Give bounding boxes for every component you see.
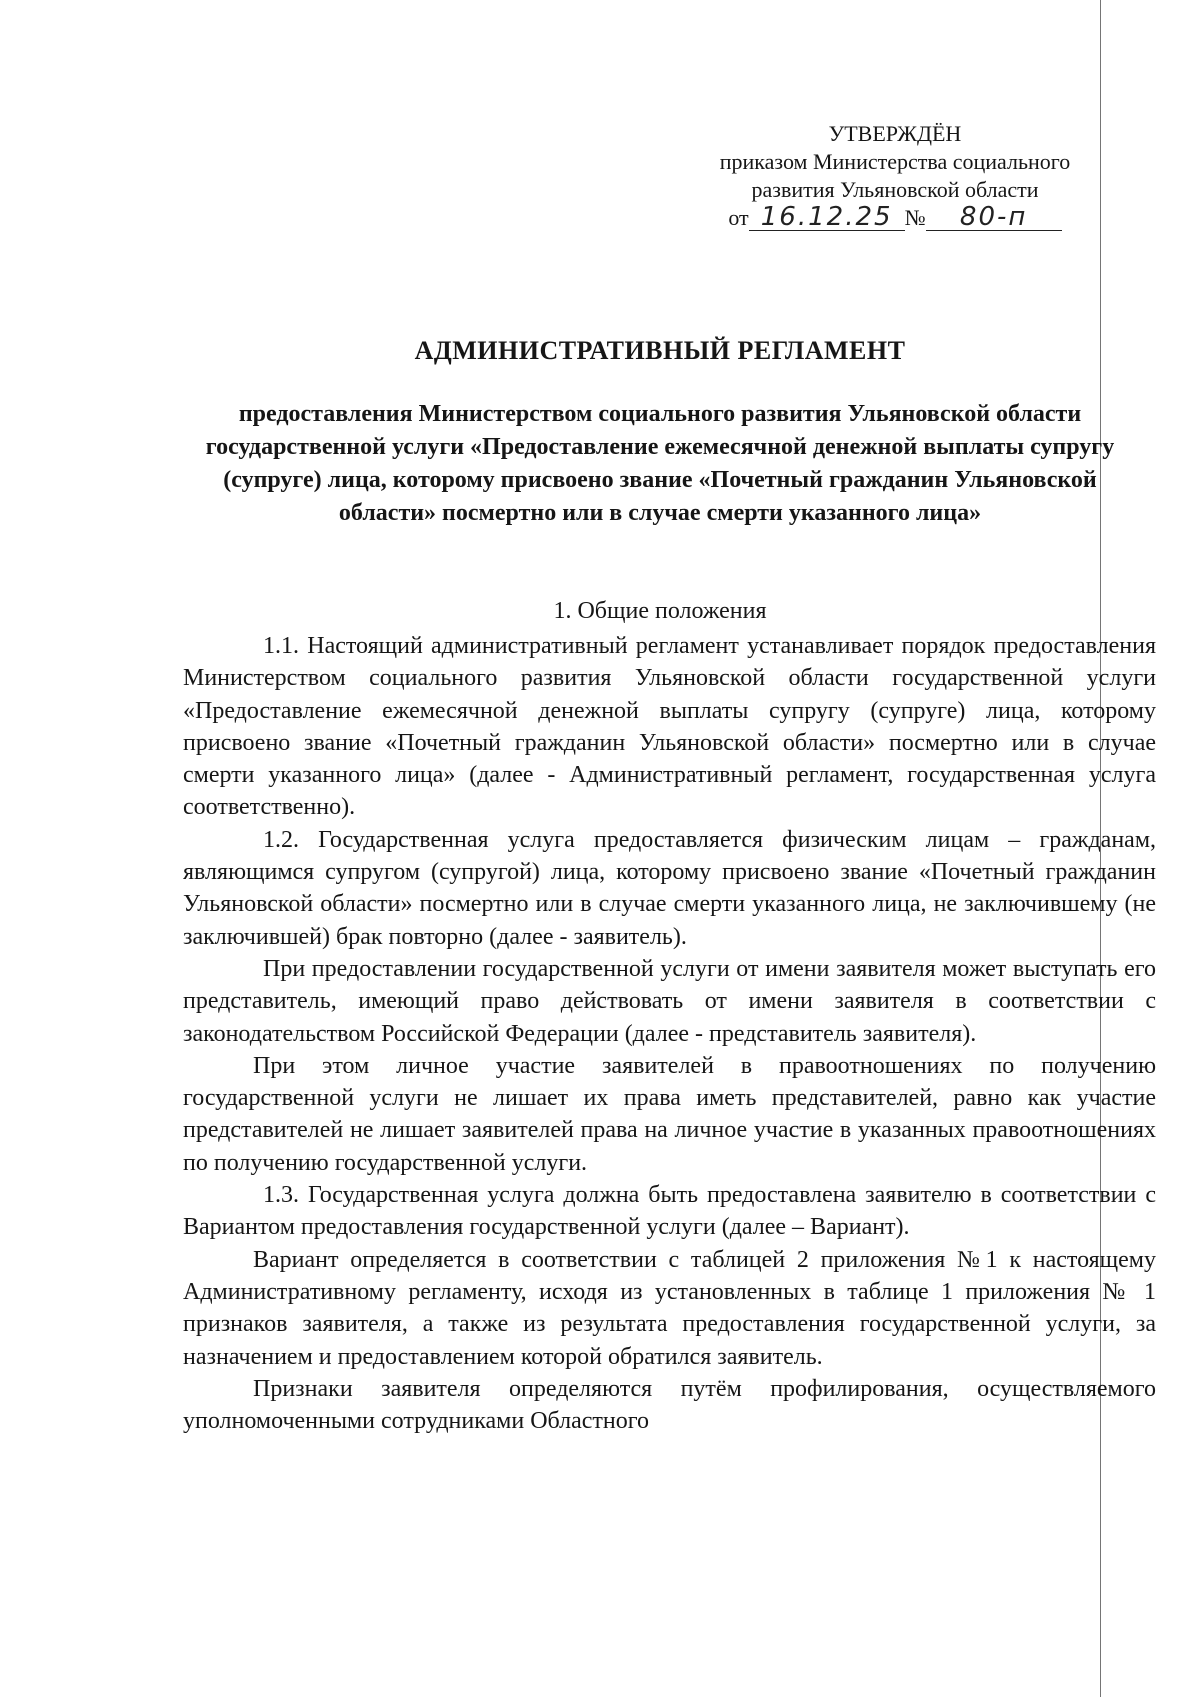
number-prefix: № <box>904 205 926 230</box>
paragraph-1-2: 1.2. Государственная услуга предоставляется физическим лицам – гражданам, являющимся супругом (супругой) лица, которому присвоено звание «Почетный гражданин Ульяновской области» посмертно или в случае смерти указанного лица, не заключившему (не заключившей) брак повторно (далее - заявитель). <box>183 826 1156 950</box>
paragraph-personal-participation: При этом личное участие заявителей в правоотношениях по получению государственной услуги не лишает их права иметь представителей, равно как участие представителей не лишает заявителей права на личное участие в указанных правоотношениях по получению государственной услуги. <box>183 1052 1156 1176</box>
approval-date-number-row <box>690 204 1100 232</box>
approval-stamp-block <box>690 120 1100 232</box>
approval-status: УТВЕРЖДЁН <box>828 121 962 146</box>
paragraph-representative: При предоставлении государственной услуги от имени заявителя может выступать его представитель, имеющий право действовать от имени заявителя в соответствии с законодательством Российской Федерации (далее - представитель заявителя). <box>183 955 1156 1047</box>
paragraph-1-3: 1.3. Государственная услуга должна быть предоставлена заявителю в соответствии с Вариантом предоставления государственной услуги (далее – Вариант). <box>183 1182 1156 1241</box>
handwritten-number: 80-п <box>926 204 1062 231</box>
document-title: АДМИНИСТРАТИВНЫЙ РЕГЛАМЕНТ <box>414 336 906 365</box>
paragraph-applicant-features: Признаки заявителя определяются путём профилирования, осуществляемого уполномоченными сотрудниками Областного <box>183 1375 1156 1435</box>
handwritten-date: 16.12.25 <box>749 204 905 231</box>
paragraph-1-1: 1.1. Настоящий административный регламент устанавливает порядок предоставления Министерством социального развития Ульяновской области государственной услуги «Предоставление ежемесячной денежной выплаты супругу (супруге) лица, которому присвоено звание «Почетный гражданин Ульяновской области» посмертно или в случае смерти указанного лица» (далее - Административный регламент, государственная услуга соответственно). <box>183 633 1156 821</box>
paragraph-variant: Вариант определяется в соответствии с таблицей 2 приложения №1 к настоящему Административному регламенту, исходя из установленных в таблице 1 приложения № 1 признаков заявителя, а также из результата предоставления государственной услуги, за назначением и предоставлением которой обратился заявитель. <box>183 1246 1156 1370</box>
section-body <box>183 630 1156 1437</box>
document-subtitle: предоставления Министерством социального развития Ульяновской области государственной услуги «Предоставление ежемесячной денежной выплаты супругу (супруге) лица, которому присвоено звание «Почетный гражданин Ульяновской области» посмертно или в случае смерти указанного лица» <box>205 401 1115 526</box>
approval-line-2: развития Ульяновской области <box>751 177 1039 202</box>
approval-line-1: приказом Министерства социального <box>719 149 1071 174</box>
date-prefix: от <box>728 205 749 230</box>
section-heading: 1. Общие положения <box>553 598 767 624</box>
